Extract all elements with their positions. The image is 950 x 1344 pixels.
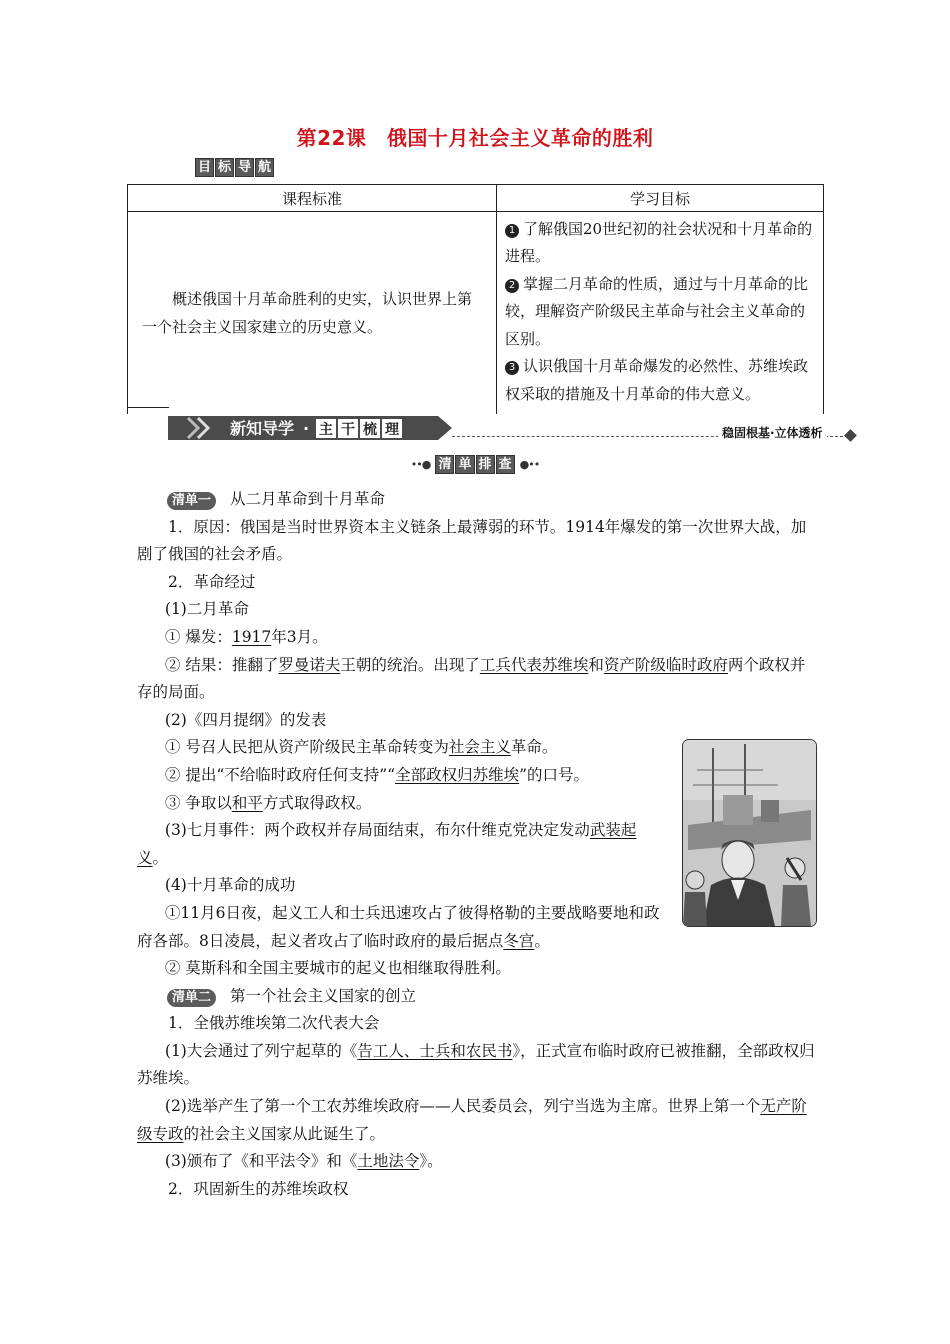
heading-text: 从二月革命到十月革命 — [230, 490, 386, 508]
paragraph: 2．巩固新生的苏维埃政权 — [168, 1179, 349, 1198]
goal-text: 了解俄国20世纪初的社会状况和十月革命的进程。 — [505, 219, 813, 266]
blank-answer: 全部政权归苏维埃 — [395, 765, 520, 784]
goal-item — [505, 353, 815, 408]
blank-answer: 无产阶级专政 — [137, 1097, 807, 1143]
blank-answer: 土地法令 — [357, 1152, 420, 1171]
blank-answer: 1917 — [231, 627, 272, 646]
paragraph — [137, 1093, 817, 1148]
blank-answer: 社会主义 — [448, 738, 511, 757]
paragraph: 2．革命经过 — [168, 572, 256, 591]
tag-char: 标 — [215, 158, 234, 177]
paragraph — [137, 1038, 817, 1093]
checklist-tag-boxes — [435, 455, 514, 474]
text: 革命。 — [510, 738, 558, 757]
paragraph — [137, 624, 817, 652]
text: 的社会主义国家从此诞生了。 — [183, 1124, 386, 1143]
paragraph — [137, 1148, 817, 1176]
text: 方式取得政权。 — [262, 793, 372, 812]
banner-box-char: 理 — [385, 422, 399, 438]
tag-char: 导 — [235, 158, 254, 177]
banner-box-char: 干 — [341, 422, 355, 438]
lesson-title: 第22课 俄国十月社会主义革命的胜利 — [296, 126, 654, 150]
paragraph: (2)《四月提纲》的发表 — [164, 710, 327, 729]
tag-char: 清 — [435, 455, 454, 474]
curriculum-table — [127, 184, 824, 414]
curriculum-standard-text: 概述俄国十月革命胜利的史实，认识世界上第一个社会主义国家建立的历史意义。 — [128, 212, 497, 415]
section-heading — [137, 486, 817, 514]
text: (3)七月事件：两个政权并存局面结束，布尔什维克党决定发动 — [164, 821, 590, 840]
table-header-standard: 课程标准 — [128, 185, 497, 212]
heading-text: 第一个社会主义国家的创立 — [230, 986, 417, 1005]
banner-subtitle: 稳固根基·立体透析 — [718, 424, 827, 441]
tag-char: 排 — [476, 455, 495, 474]
text: 》，正式宣布临时政府已被推翻，全部政权归苏维埃。 — [137, 1041, 815, 1088]
tag-char: 目 — [195, 158, 214, 177]
text-beside-photo — [137, 734, 667, 955]
diamond-icon — [844, 429, 857, 442]
tag-char: 单 — [455, 455, 474, 474]
blank-answer: 告工人、士兵和农民书 — [357, 1041, 513, 1060]
number-1-icon: 1 — [505, 224, 519, 238]
checklist-tag — [0, 454, 950, 474]
text: 和 — [588, 655, 604, 674]
paragraph: (1)二月革命 — [164, 600, 249, 619]
text: ① 号召人民把从资产阶级民主革命转变为 — [164, 738, 449, 757]
text: ② 提出“不给临时政府任何支持”“ — [164, 765, 396, 784]
blank-answer: 资产阶级临时政府 — [603, 655, 728, 674]
list-tag: 清单二 — [167, 989, 216, 1007]
banner-box-char: 主 — [319, 422, 333, 438]
text: ① 爆发： — [164, 627, 232, 646]
number-2-icon: 2 — [505, 279, 519, 293]
tag-char: 查 — [496, 455, 515, 474]
table-bottom-rule — [127, 407, 169, 408]
text: 。 — [534, 931, 550, 950]
text: ③ 争取以 — [164, 793, 232, 812]
text: (2)选举产生了第一个工农苏维埃政府——人民委员会，列宁当选为主席。世界上第一个 — [164, 1097, 761, 1116]
table-header-goals: 学习目标 — [497, 185, 824, 212]
text: 年3月。 — [271, 627, 328, 646]
lenin-illustration — [682, 739, 817, 927]
paragraph — [137, 790, 667, 818]
illustration-image — [683, 740, 816, 926]
text: ”的口号。 — [519, 765, 590, 784]
paragraph — [137, 734, 667, 762]
dots-left-icon: ••● — [410, 458, 431, 471]
text: (1)大会通过了列宁起草的《 — [164, 1041, 358, 1060]
text: 两个政权并存的局面。 — [137, 655, 806, 702]
blank-answer: 罗曼诺夫 — [278, 655, 341, 674]
dots-right-icon: ●•• — [519, 458, 540, 471]
paragraph: (4)十月革命的成功 — [164, 876, 296, 895]
goal-navigation-tag — [195, 158, 274, 177]
goal-text: 掌握二月革命的性质，通过与十月革命的比较，理解资产阶级民主革命与社会主义革命的区别。 — [505, 274, 809, 348]
paragraph: ② 莫斯科和全国主要城市的起义也相继取得胜利。 — [164, 959, 511, 978]
text: (3)颁布了《和平法令》和《 — [164, 1152, 358, 1171]
learning-goals-cell — [497, 212, 824, 415]
paragraph: 1．全俄苏维埃第二次代表大会 — [168, 1014, 380, 1033]
goal-item — [505, 216, 815, 271]
paragraph: 1．原因：俄国是当时世界资本主义链条上最薄弱的环节。1914年爆发的第一次世界大战，加剧了俄国的社会矛盾。 — [137, 517, 807, 564]
text: ② 结果：推翻了 — [164, 655, 279, 674]
section-banner — [168, 414, 452, 442]
paragraph — [137, 900, 667, 955]
tag-char: 航 — [255, 158, 274, 177]
paragraph — [137, 817, 667, 872]
section-heading — [137, 983, 817, 1011]
blank-answer: 武装起义 — [137, 821, 637, 867]
number-3-icon: 3 — [505, 361, 519, 375]
goal-text: 认识俄国十月革命爆发的必然性、苏维埃政权采取的措施及十月革命的伟大意义。 — [505, 357, 809, 403]
list-tag: 清单一 — [167, 492, 216, 510]
text: 》。 — [419, 1152, 443, 1171]
banner-box-char: 梳 — [363, 422, 377, 438]
blank-answer: 冬宫 — [503, 931, 535, 950]
blank-answer: 和平 — [231, 793, 263, 812]
blank-answer: 工兵代表苏维埃 — [479, 655, 589, 674]
banner-dot: · — [303, 419, 310, 438]
text: 。 — [152, 848, 169, 867]
banner-text: 新知导学 — [230, 419, 295, 438]
banner-background — [168, 416, 452, 440]
text: 王朝的统治。出现了 — [340, 655, 480, 674]
paragraph — [137, 652, 817, 707]
paragraph — [137, 762, 667, 790]
goal-item — [505, 271, 815, 354]
text: ①11月6日夜，起义工人和士兵迅速攻占了彼得格勒的主要战略要地和政府各部。8日凌晨，起义者攻占了临时政府的最后据点 — [137, 903, 660, 950]
